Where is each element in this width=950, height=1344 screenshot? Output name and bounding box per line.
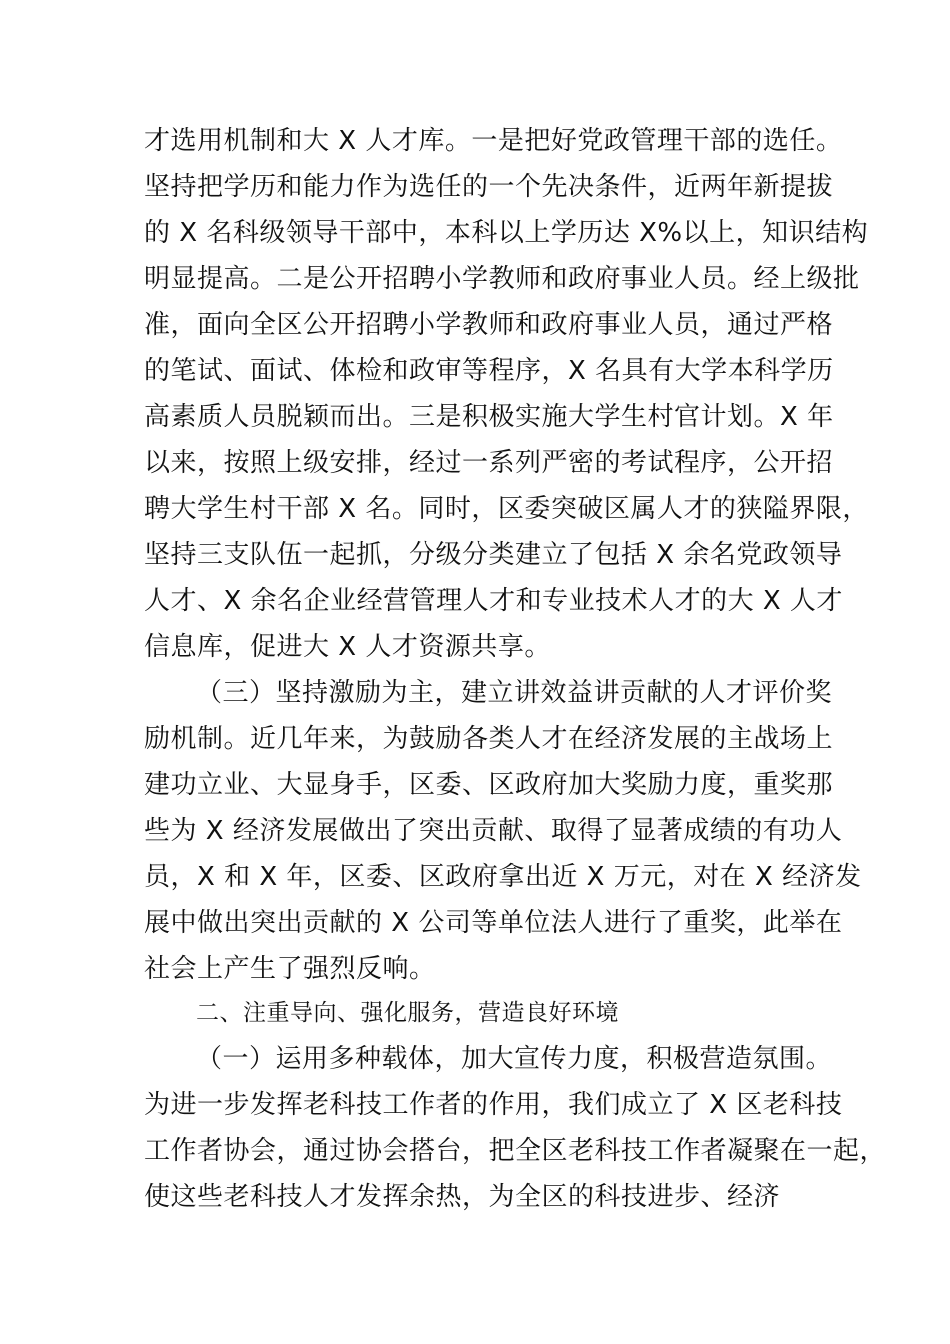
section-heading-3: （三）坚持激励为主，建立讲效益讲贡献的人才评价奖: [196, 678, 833, 708]
text-line: 坚持把学历和能力作为选任的一个先决条件，近两年新提拔: [144, 172, 834, 202]
text-line: 才选用机制和大 X 人才库。一是把好党政管理干部的选任。: [144, 126, 843, 156]
text-line: 建功立业、大显身手，区委、区政府加大奖励力度，重奖那: [144, 770, 834, 800]
text-line: 准，面向全区公开招聘小学教师和政府事业人员，通过严格: [144, 310, 834, 340]
subsection-heading-1: （一）运用多种载体，加大宣传力度，积极营造氛围。: [196, 1044, 833, 1074]
text-line: 的笔试、面试、体检和政审等程序，X 名具有大学本科学历: [144, 356, 834, 386]
text-line: 励机制。近几年来，为鼓励各类人才在经济发展的主战场上: [144, 724, 834, 754]
text-line: 工作者协会，通过协会搭台，把全区老科技工作者凝聚在一起，: [144, 1136, 887, 1166]
text-line: 明显提高。二是公开招聘小学教师和政府事业人员。经上级批: [144, 264, 860, 294]
text-line: 展中做出突出贡献的 X 公司等单位法人进行了重奖，此举在: [144, 908, 843, 938]
text-line: 员，X 和 X 年，区委、区政府拿出近 X 万元，对在 X 经济发: [144, 862, 862, 892]
text-line: 使这些老科技人才发挥余热，为全区的科技进步、经济: [144, 1182, 781, 1212]
text-line: 的 X 名科级领导干部中，本科以上学历达 X%以上，知识结构: [144, 218, 869, 248]
text-line: 社会上产生了强烈反响。: [144, 954, 436, 984]
text-line: 高素质人员脱颖而出。三是积极实施大学生村官计划。X 年: [144, 402, 834, 432]
text-line: 聘大学生村干部 X 名。同时，区委突破区属人才的狭隘界限，: [144, 494, 869, 524]
text-line: 坚持三支队伍一起抓，分级分类建立了包括 X 余名党政领导: [144, 540, 843, 570]
text-line: 信息库，促进大 X 人才资源共享。: [144, 632, 551, 662]
text-line: 为进一步发挥老科技工作者的作用，我们成立了 X 区老科技: [144, 1090, 843, 1120]
text-line: 以来，按照上级安排，经过一系列严密的考试程序，公开招: [144, 448, 834, 478]
text-line: 些为 X 经济发展做出了突出贡献、取得了显著成绩的有功人: [144, 816, 843, 846]
section-heading-2: 二、注重导向、强化服务，营造良好环境: [196, 1000, 619, 1026]
text-line: 人才、X 余名企业经营管理人才和专业技术人才的大 X 人才: [144, 586, 843, 616]
